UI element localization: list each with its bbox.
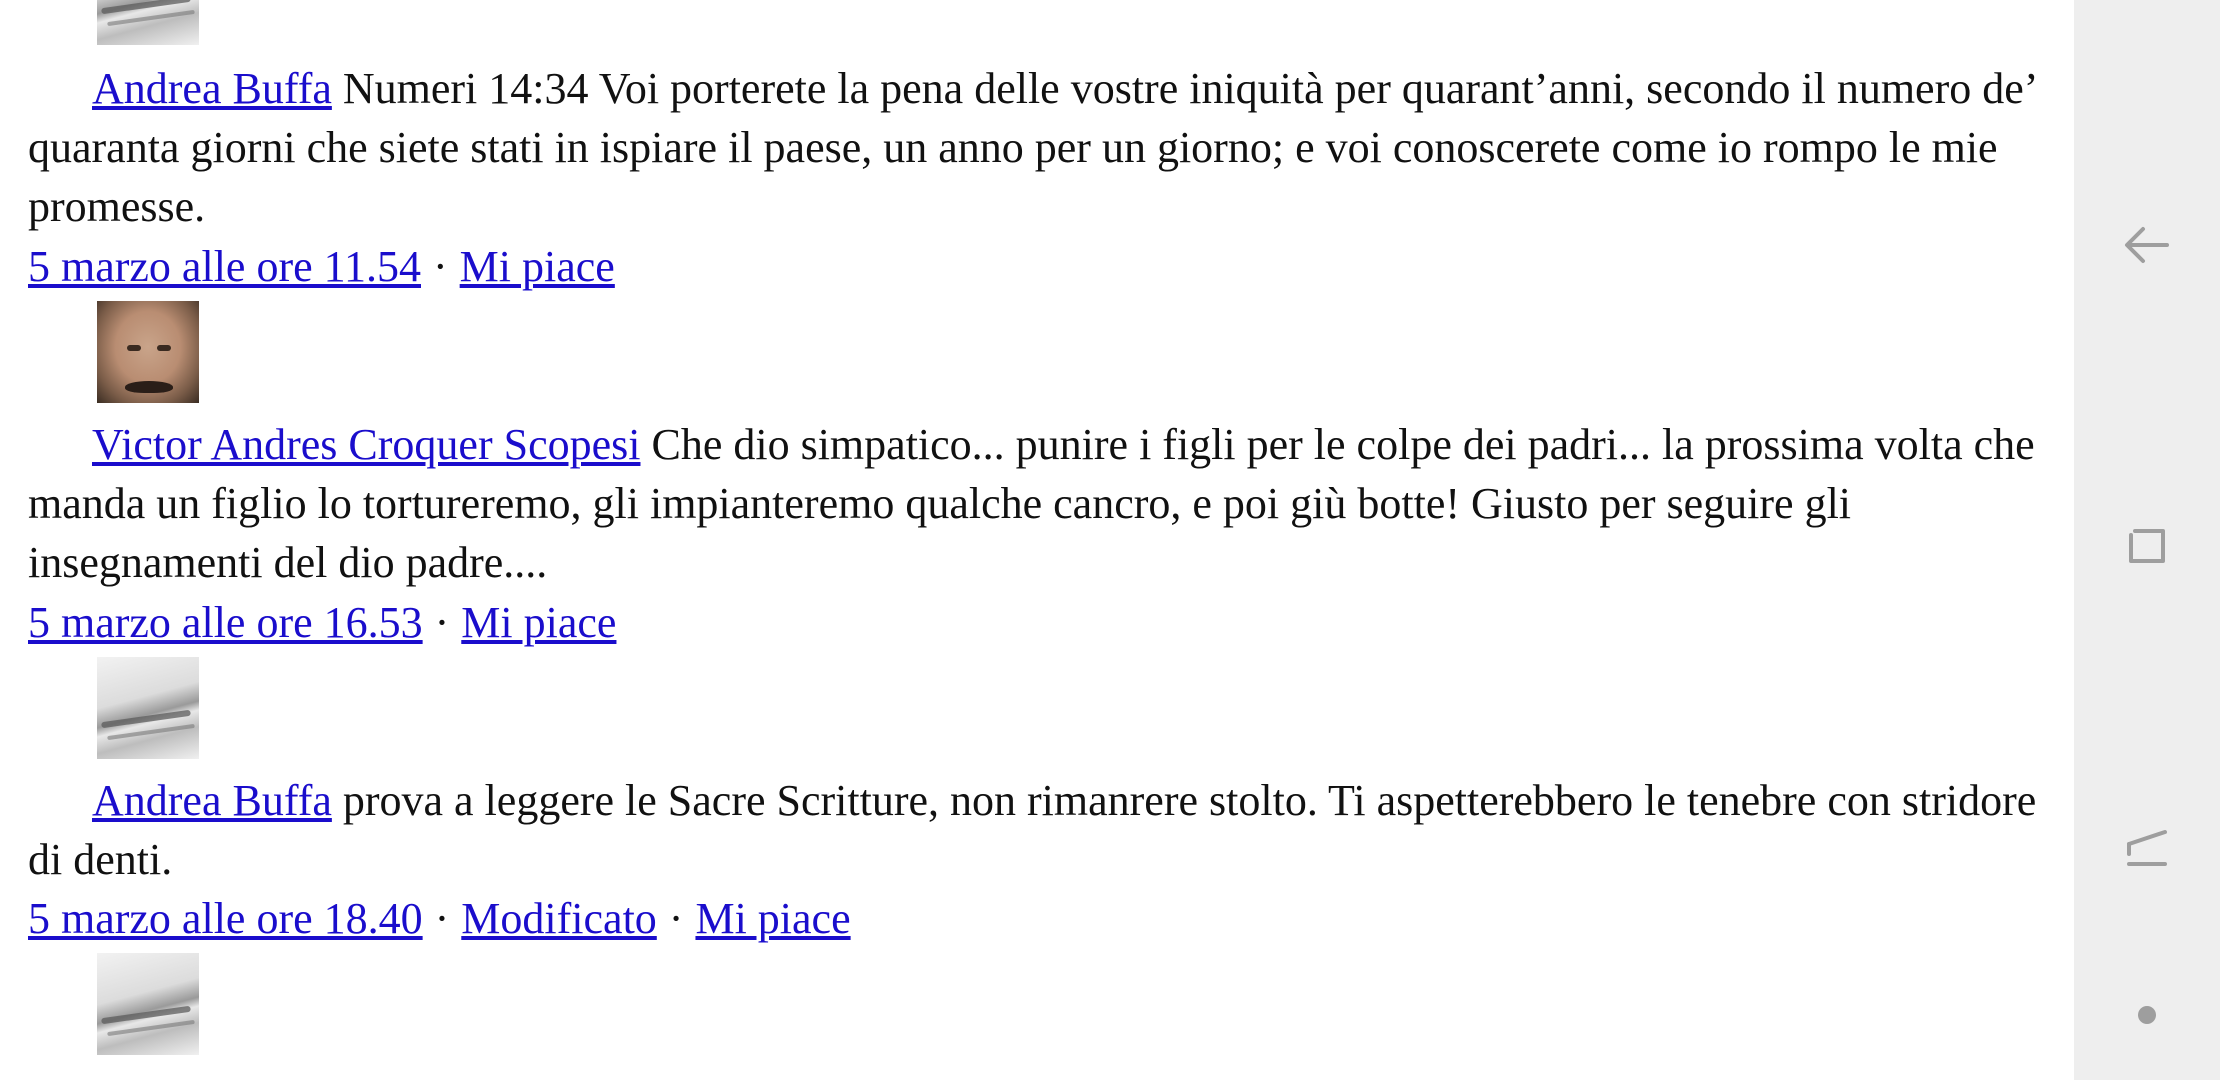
avatar[interactable] xyxy=(97,0,199,45)
avatar[interactable] xyxy=(97,953,199,1055)
comment-meta xyxy=(28,237,615,296)
home-icon xyxy=(2117,820,2177,880)
like-link[interactable]: Mi piace xyxy=(461,598,617,647)
back-button[interactable] xyxy=(2074,200,2220,290)
comment xyxy=(28,415,2048,592)
avatar[interactable] xyxy=(97,657,199,759)
separator: · xyxy=(434,598,450,647)
separator: · xyxy=(433,242,448,291)
comment-author-link[interactable]: Andrea Buffa xyxy=(92,64,332,113)
comment-author-link[interactable]: Andrea Buffa xyxy=(92,776,332,825)
comment-text: prova a leggere le Sacre Scritture, non rimanrere stolto. Ti aspetterebbero le tenebre con stridore di denti. xyxy=(28,776,2037,884)
home-button[interactable] xyxy=(2074,805,2220,895)
recents-icon xyxy=(2117,515,2177,575)
comment-author-link[interactable]: Victor Andres Croquer Scopesi xyxy=(92,420,641,469)
comment-timestamp-link[interactable]: 5 marzo alle ore 16.53 xyxy=(28,598,423,647)
dock-dot[interactable] xyxy=(2074,990,2220,1040)
avatar[interactable] xyxy=(97,301,199,403)
comment xyxy=(28,59,2048,236)
comment xyxy=(28,771,2048,889)
comment-text: Numeri 14:34 Voi porterete la pena delle vostre iniquità per quarant’anni, secondo il numero de’ quaranta giorni che siete stati in ispiare il paese, un anno per un giorno; e voi conoscerete come io rompo le mie promesse. xyxy=(28,64,2036,231)
like-link[interactable]: Mi piace xyxy=(459,242,615,291)
edited-link[interactable]: Modificato xyxy=(461,894,657,943)
comment-meta xyxy=(28,889,851,948)
dot-icon xyxy=(2135,1003,2159,1027)
comment-timestamp-link[interactable]: 5 marzo alle ore 18.40 xyxy=(28,894,423,943)
navigation-bar xyxy=(2074,0,2220,1080)
comment-meta xyxy=(28,593,616,652)
separator: · xyxy=(668,894,684,943)
recents-button[interactable] xyxy=(2074,500,2220,590)
separator: · xyxy=(434,894,450,943)
like-link[interactable]: Mi piace xyxy=(695,894,851,943)
comment-timestamp-link[interactable]: 5 marzo alle ore 11.54 xyxy=(28,242,421,291)
comment-text: Che dio simpatico... punire i figli per le colpe dei padri... la prossima volta che manda un figlio lo tortureremo, gli impianteremo qualche cancro, e poi giù botte! Giusto per seguire gli insegnamenti del dio padre.... xyxy=(28,420,2035,587)
back-icon xyxy=(2117,215,2177,275)
